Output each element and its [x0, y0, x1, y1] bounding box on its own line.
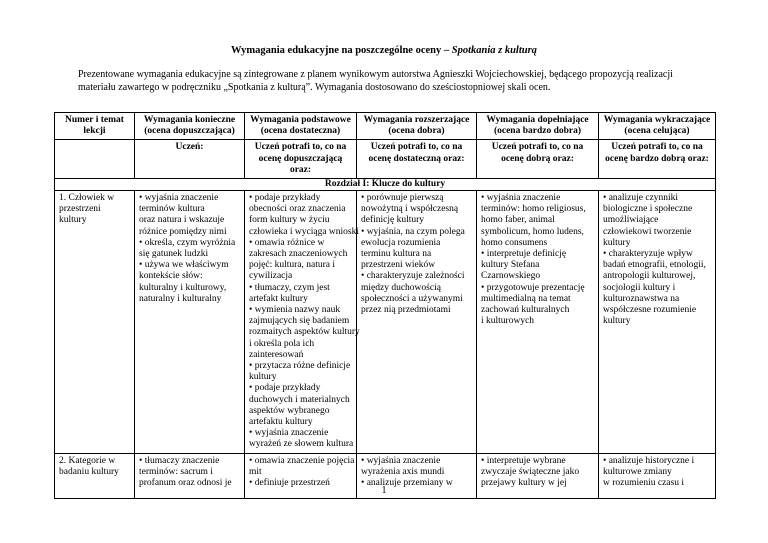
cell-line: duchowych i materialnych — [249, 394, 350, 405]
cell-line: • przygotowuje prezentację — [481, 282, 585, 293]
table-row — [55, 191, 716, 454]
cell-line: terminów: sacrum i — [139, 466, 213, 477]
cell-line: różnice pomiędzy nimi — [139, 226, 227, 237]
extended-cell — [357, 191, 477, 454]
cell-line: człowieka i wyciąga wnioski — [249, 226, 360, 237]
header-row — [55, 113, 716, 140]
cell-line: zajmujących się badaniem — [249, 316, 350, 327]
topic-cell: 2. Kategorie w badaniu kultury — [55, 453, 135, 498]
cell-line: artefakt kultury — [249, 293, 308, 304]
header-required: Wymagania konieczne (ocena dopuszczająca) — [135, 113, 245, 140]
subheader-row — [55, 140, 716, 179]
cell-line: profanum oraz odnosi je — [139, 478, 232, 489]
cell-line: • podaje przykłady — [249, 383, 321, 394]
cell-line: ewolucja rozumienia — [361, 237, 441, 248]
basic-cell — [245, 191, 360, 454]
cell-line: się gatunek ludzki — [139, 249, 209, 260]
subheader-topic — [55, 140, 135, 179]
cell-line: kultury Stefana — [481, 260, 540, 271]
cell-line: wyrażeń ze słowem kultura — [249, 439, 354, 450]
cell-line: antropologii kulturowej, — [603, 271, 696, 282]
cell-line: biologiczne i społeczne — [603, 204, 693, 215]
header-basic: Wymagania podstawowe (ocena dostateczna) — [245, 113, 357, 140]
cell-line: zakresach znaczeniowych — [249, 249, 348, 260]
cell-line: kulturalny i kulturowy, — [139, 282, 227, 293]
cell-line: cywilizacja — [249, 271, 293, 282]
cell-line: • określa, czym wyróżnia — [139, 237, 236, 248]
cell-line: • interpretuje definicję — [481, 249, 567, 260]
page-title — [0, 45, 768, 56]
page-number: 1 — [381, 485, 387, 496]
subheader-basic: Uczeń potrafi to, co na ocenę dopuszczającą oraz: — [245, 140, 357, 179]
header-extended: Wymagania rozszerzające (ocena dobra) — [357, 113, 477, 140]
cell-line: • podaje przykłady — [249, 193, 321, 204]
complementary-cell — [477, 191, 599, 454]
cell-line: człowiekowi tworzenie — [603, 226, 692, 237]
header-topic: Numer i temat lekcji — [55, 113, 135, 140]
cell-line: • porównuje pierwszą — [361, 193, 444, 204]
cell-line: • wyjaśnia znaczenie — [249, 428, 329, 439]
chapter-row — [55, 179, 716, 191]
cell-line: • analizuje przemiany w — [361, 478, 453, 489]
cell-line: multimedialną na temat — [481, 293, 571, 304]
cell-line: zachowań kulturalnych — [481, 305, 570, 316]
cell-line: i kulturowych — [481, 316, 535, 327]
cell-line: obecności oraz znaczenia — [249, 204, 346, 215]
cell-line: pojęć: kultura, natura i — [249, 260, 335, 271]
cell-line: przez nią przedmiotami — [361, 305, 451, 316]
cell-line: zwyczaje świąteczne jako — [481, 466, 580, 477]
cell-line: naturalny i kulturalny — [139, 293, 222, 304]
requirements-table — [54, 112, 716, 499]
cell-line: • przytacza różne definicje — [249, 361, 351, 372]
cell-line: socjologii kultury i — [603, 282, 676, 293]
cell-line: form kultury w życiu — [249, 215, 330, 226]
cell-line: kulturowe zmiany — [603, 466, 672, 477]
cell-line: kontekście słów: — [139, 271, 203, 282]
cell-line: • charakteryzuje zależności — [361, 271, 465, 282]
cell-line: • wyjaśnia znaczenie — [481, 193, 561, 204]
cell-line: homo faber, animal — [481, 215, 555, 226]
subheader-required: Uczeń: — [135, 140, 245, 179]
cell-line: kultury — [249, 372, 277, 383]
cell-line: kulturoznawstwa na — [603, 293, 680, 304]
cell-line: badań etnografii, etnologii, — [603, 260, 706, 271]
cell-line: artefaktu kultury — [249, 417, 313, 428]
beyond-cell — [599, 191, 716, 454]
page-title-main: Wymagania edukacyjne na poszczególne oceny – — [231, 45, 450, 56]
cell-line: • charakteryzuje wpływ — [603, 249, 693, 260]
chapter-title: Rozdział I: Klucze do kultury — [55, 179, 716, 191]
cell-line: • tłumaczy znaczenie — [139, 455, 220, 466]
cell-line: mit — [249, 466, 262, 477]
cell-line: przestrzeni wieków — [361, 260, 436, 271]
cell-line: między duchowością — [361, 282, 441, 293]
cell-line: zainteresowań — [249, 349, 304, 360]
cell-line: • analizuje czynniki — [603, 193, 679, 204]
cell-line: • omawia różnice w — [249, 237, 325, 248]
cell-line: wyrażenia axis mundi — [361, 466, 445, 477]
cell-line: umożliwiające — [603, 215, 659, 226]
cell-line: aspektów wybranego — [249, 405, 330, 416]
cell-line: kultury — [603, 316, 631, 327]
cell-line: przejawy kultury w jej — [481, 478, 567, 489]
topic-cell: 1. Człowiek w przestrzeni kultury — [55, 191, 135, 454]
page-title-italic: Spotkania z kulturą — [451, 45, 537, 56]
cell-line: terminu kultura na — [361, 249, 432, 260]
required-cell — [135, 191, 245, 454]
cell-line: kultury — [603, 237, 631, 248]
cell-line: • wyjaśnia, na czym polega — [361, 226, 465, 237]
cell-line: oraz natura i wskazuje — [139, 215, 225, 226]
cell-line: Czarnowskiego — [481, 271, 541, 282]
cell-line: • analizuje historyczne i — [603, 455, 695, 466]
subheader-beyond: Uczeń potrafi to, co na ocenę bardzo dobrą oraz: — [599, 140, 716, 179]
header-beyond: Wymagania wykraczające (ocena celująca) — [599, 113, 716, 140]
cell-line: • omawia znaczenie pojęcia — [249, 455, 355, 466]
cell-line: symbolicum, homo ludens, — [481, 226, 584, 237]
cell-line: • interpretuje wybrane — [481, 455, 566, 466]
cell-line: • używa we właściwym — [139, 260, 229, 271]
subheader-extended: Uczeń potrafi to, co na ocenę dostateczną oraz: — [357, 140, 477, 179]
cell-line: homo consumens — [481, 237, 548, 248]
cell-line: definicję kultury — [361, 215, 425, 226]
cell-line: • wymienia nazwy nauk — [249, 305, 341, 316]
cell-line: nowożytną i współczesną — [361, 204, 459, 215]
subheader-complementary: Uczeń potrafi to, co na ocenę dobrą oraz: — [477, 140, 599, 179]
cell-line: • tłumaczy, czym jest — [249, 282, 330, 293]
intro-paragraph: Prezentowane wymagania edukacyjne są zintegrowane z planem wynikowym autorstwa Agnieszki Wojciechowskiej, będącego propozycją realizacji materiału zawartego w podręczniku „Spotkania z kulturą”. Wymagania dostosowano do sześciostopniowej skali ocen. — [78, 69, 673, 93]
cell-line: terminów: homo religiosus, — [481, 204, 586, 215]
cell-line: w rozumieniu czasu i — [603, 478, 684, 489]
cell-line: • wyjaśnia znaczenie — [139, 193, 219, 204]
cell-line: rozmaitych aspektów kultury — [249, 327, 360, 338]
cell-line: współczesne rozumienie — [603, 305, 697, 316]
cell-line: i określa pola ich — [249, 338, 315, 349]
cell-line: • definiuje przestrzeń — [249, 478, 330, 489]
cell-line: terminów kultura — [139, 204, 205, 215]
cell-line: społeczności a używanymi — [361, 293, 463, 304]
cell-line: • wyjaśnia znaczenie — [361, 455, 441, 466]
header-complementary: Wymagania dopełniające (ocena bardzo dobra) — [477, 113, 599, 140]
